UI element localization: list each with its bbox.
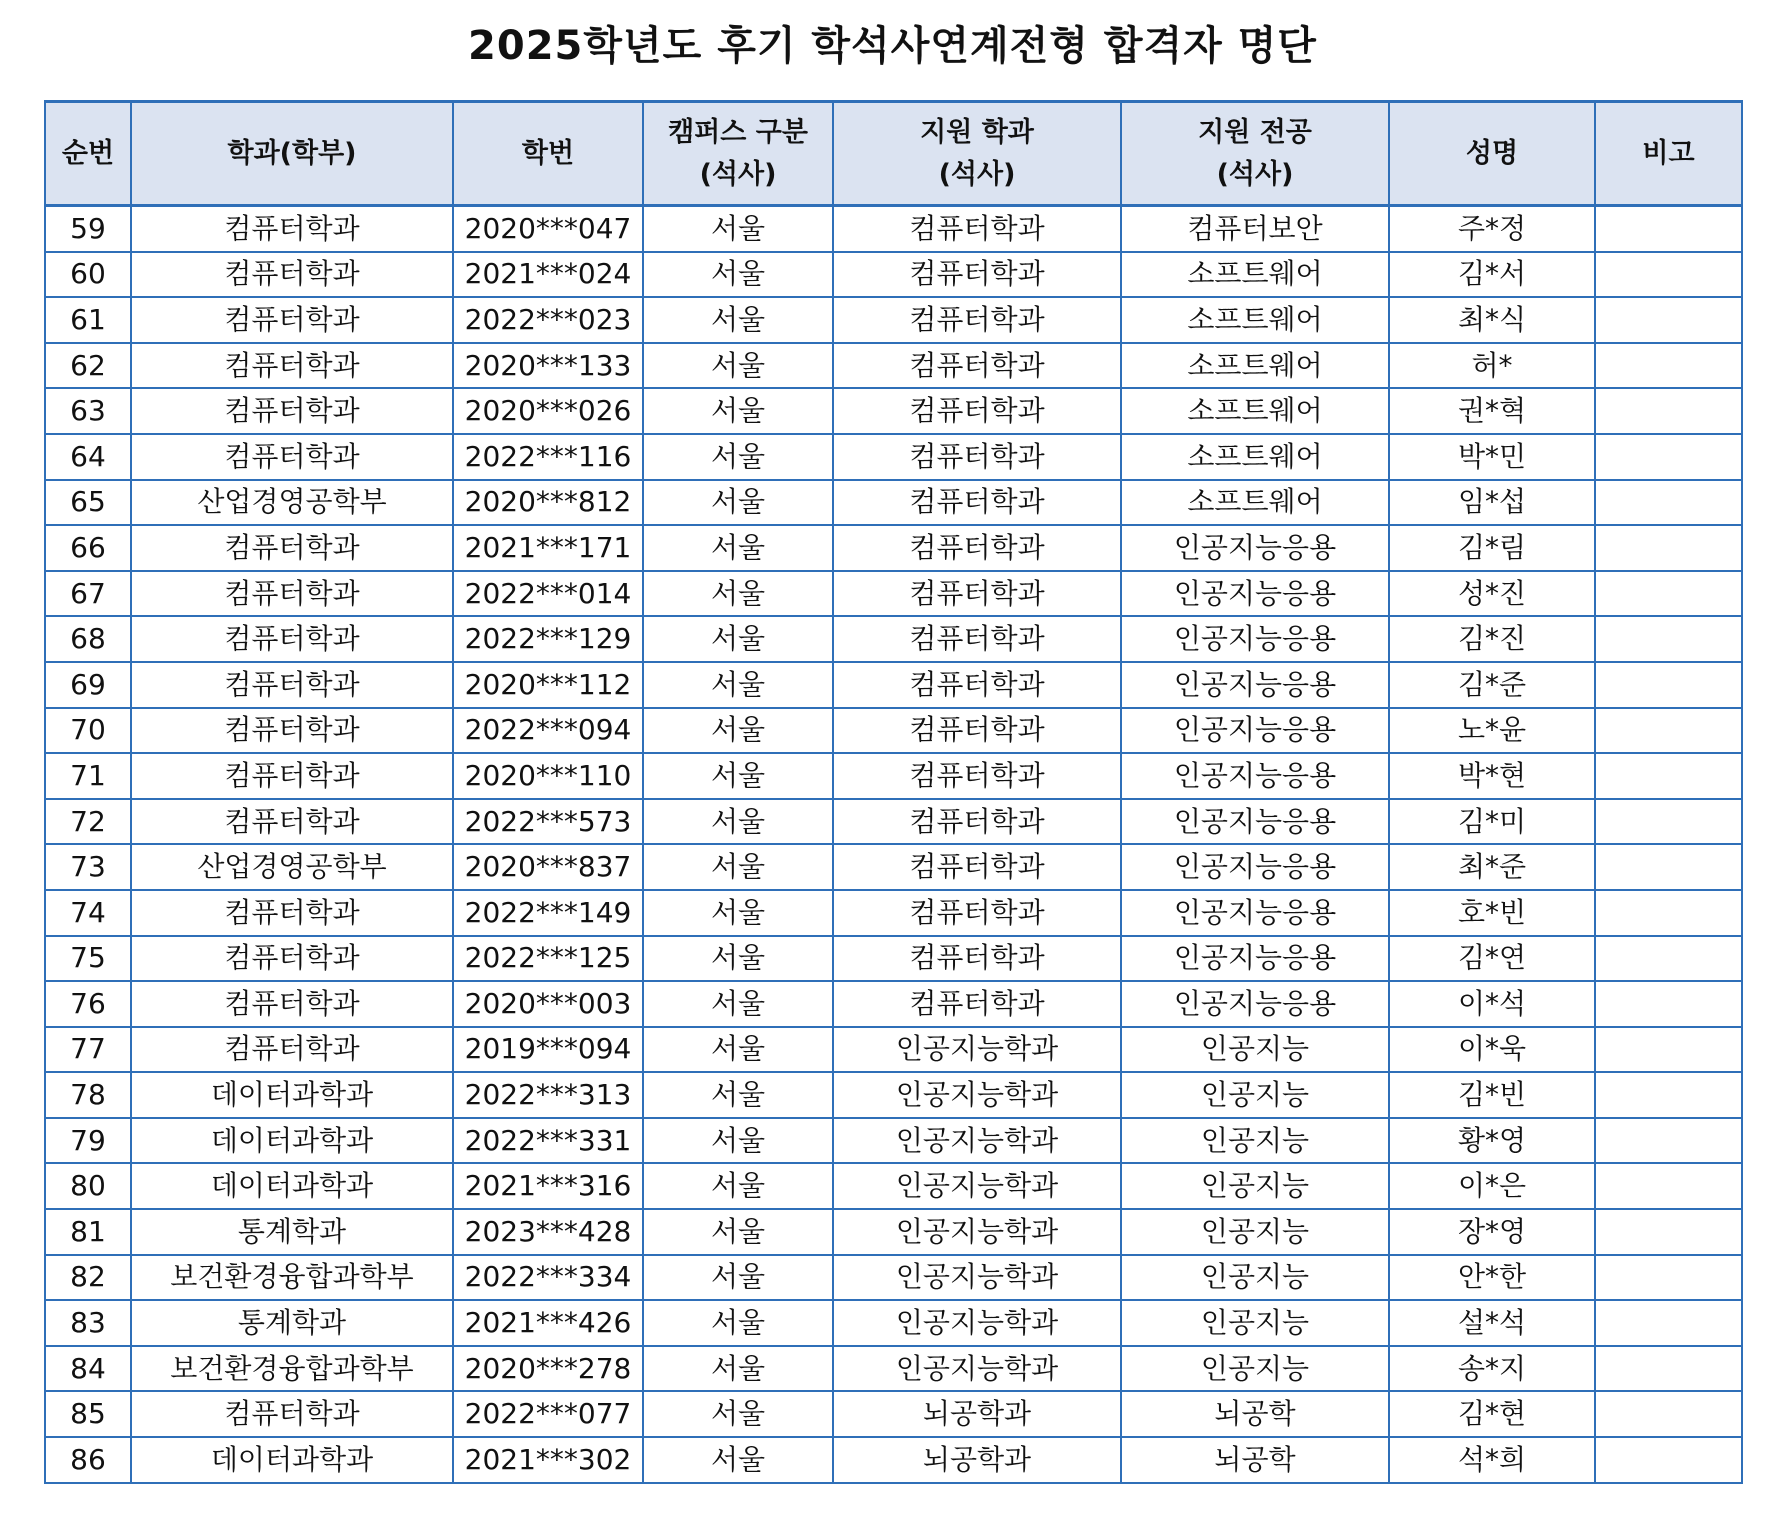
cell-apply-major: 컴퓨터보안: [1121, 206, 1389, 252]
admission-roster-table: [44, 100, 1743, 1484]
cell-dept: 데이터과학과: [131, 1118, 453, 1164]
cell-apply-dept: 컴퓨터학과: [833, 662, 1121, 708]
table-row: [45, 1163, 1742, 1209]
cell-apply-major: 인공지능: [1121, 1163, 1389, 1209]
col-header-apply-dept: [833, 102, 1121, 206]
table-header: [45, 102, 1742, 206]
cell-campus: 서울: [643, 343, 833, 389]
cell-student-id: 2022***334: [453, 1255, 643, 1301]
cell-apply-major: 소프트웨어: [1121, 343, 1389, 389]
cell-campus: 서울: [643, 1163, 833, 1209]
cell-seq: 72: [45, 799, 131, 845]
cell-campus: 서울: [643, 388, 833, 434]
cell-apply-dept: 컴퓨터학과: [833, 434, 1121, 480]
table-row: [45, 616, 1742, 662]
cell-student-id: 2022***125: [453, 936, 643, 982]
cell-student-id: 2022***014: [453, 571, 643, 617]
cell-campus: 서울: [643, 844, 833, 890]
cell-apply-dept: 컴퓨터학과: [833, 571, 1121, 617]
cell-dept: 컴퓨터학과: [131, 753, 453, 799]
cell-apply-major: 인공지능: [1121, 1027, 1389, 1073]
cell-dept: 통계학과: [131, 1209, 453, 1255]
col-header-seq: 순번: [45, 102, 131, 206]
cell-student-id: 2020***026: [453, 388, 643, 434]
cell-apply-dept: 인공지능학과: [833, 1300, 1121, 1346]
cell-campus: 서울: [643, 753, 833, 799]
cell-apply-dept: 컴퓨터학과: [833, 890, 1121, 936]
col-header-campus-line1: 캠퍼스 구분: [668, 116, 808, 148]
cell-apply-major: 소프트웨어: [1121, 388, 1389, 434]
cell-student-id: 2023***428: [453, 1209, 643, 1255]
table-row: [45, 708, 1742, 754]
cell-seq: 85: [45, 1391, 131, 1437]
cell-seq: 60: [45, 252, 131, 298]
cell-dept: 컴퓨터학과: [131, 1391, 453, 1437]
cell-name: 장*영: [1389, 1209, 1595, 1255]
cell-dept: 컴퓨터학과: [131, 1027, 453, 1073]
cell-seq: 68: [45, 616, 131, 662]
cell-apply-dept: 컴퓨터학과: [833, 252, 1121, 298]
cell-campus: 서울: [643, 252, 833, 298]
col-header-apply-major: [1121, 102, 1389, 206]
cell-name: 안*한: [1389, 1255, 1595, 1301]
cell-seq: 79: [45, 1118, 131, 1164]
cell-seq: 75: [45, 936, 131, 982]
cell-student-id: 2020***812: [453, 480, 643, 526]
cell-name: 주*정: [1389, 206, 1595, 252]
cell-note: [1595, 1163, 1742, 1209]
cell-note: [1595, 936, 1742, 982]
cell-campus: 서울: [643, 434, 833, 480]
table-row: [45, 936, 1742, 982]
cell-campus: 서울: [643, 1346, 833, 1392]
cell-name: 김*진: [1389, 616, 1595, 662]
cell-note: [1595, 708, 1742, 754]
cell-student-id: 2020***047: [453, 206, 643, 252]
table-row: [45, 1391, 1742, 1437]
table-row: [45, 799, 1742, 845]
cell-note: [1595, 297, 1742, 343]
cell-seq: 70: [45, 708, 131, 754]
cell-name: 송*지: [1389, 1346, 1595, 1392]
cell-dept: 데이터과학과: [131, 1163, 453, 1209]
cell-apply-dept: 컴퓨터학과: [833, 297, 1121, 343]
cell-note: [1595, 890, 1742, 936]
cell-apply-dept: 컴퓨터학과: [833, 844, 1121, 890]
cell-seq: 84: [45, 1346, 131, 1392]
cell-apply-major: 인공지능응용: [1121, 525, 1389, 571]
cell-note: [1595, 388, 1742, 434]
cell-campus: 서울: [643, 981, 833, 1027]
cell-seq: 80: [45, 1163, 131, 1209]
cell-student-id: 2022***331: [453, 1118, 643, 1164]
cell-apply-dept: 인공지능학과: [833, 1027, 1121, 1073]
cell-apply-dept: 인공지능학과: [833, 1163, 1121, 1209]
cell-campus: 서울: [643, 1300, 833, 1346]
table-row: [45, 844, 1742, 890]
table-row: [45, 1300, 1742, 1346]
cell-apply-dept: 컴퓨터학과: [833, 480, 1121, 526]
cell-dept: 컴퓨터학과: [131, 297, 453, 343]
cell-dept: 산업경영공학부: [131, 844, 453, 890]
cell-dept: 컴퓨터학과: [131, 388, 453, 434]
col-header-student-id: 학번: [453, 102, 643, 206]
cell-seq: 74: [45, 890, 131, 936]
cell-apply-major: 인공지능: [1121, 1255, 1389, 1301]
cell-campus: 서울: [643, 708, 833, 754]
table-row: [45, 434, 1742, 480]
cell-dept: 통계학과: [131, 1300, 453, 1346]
cell-seq: 64: [45, 434, 131, 480]
table-row: [45, 1437, 1742, 1483]
cell-student-id: 2020***133: [453, 343, 643, 389]
cell-apply-major: 소프트웨어: [1121, 297, 1389, 343]
cell-dept: 컴퓨터학과: [131, 525, 453, 571]
cell-dept: 보건환경융합과학부: [131, 1346, 453, 1392]
cell-name: 최*준: [1389, 844, 1595, 890]
col-header-apply-dept-line2: (석사): [938, 158, 1016, 190]
cell-campus: 서울: [643, 206, 833, 252]
cell-student-id: 2022***573: [453, 799, 643, 845]
table-body: [45, 206, 1742, 1483]
cell-student-id: 2022***129: [453, 616, 643, 662]
cell-apply-dept: 컴퓨터학과: [833, 343, 1121, 389]
cell-apply-dept: 컴퓨터학과: [833, 525, 1121, 571]
cell-apply-major: 인공지능응용: [1121, 890, 1389, 936]
cell-student-id: 2022***077: [453, 1391, 643, 1437]
table-row: [45, 753, 1742, 799]
cell-seq: 69: [45, 662, 131, 708]
cell-seq: 71: [45, 753, 131, 799]
cell-apply-major: 인공지능응용: [1121, 616, 1389, 662]
cell-name: 김*서: [1389, 252, 1595, 298]
cell-campus: 서울: [643, 1118, 833, 1164]
cell-seq: 78: [45, 1072, 131, 1118]
table-row: [45, 1072, 1742, 1118]
cell-apply-dept: 컴퓨터학과: [833, 616, 1121, 662]
cell-note: [1595, 1209, 1742, 1255]
table-row: [45, 1027, 1742, 1073]
cell-campus: 서울: [643, 1209, 833, 1255]
cell-student-id: 2022***313: [453, 1072, 643, 1118]
cell-note: [1595, 616, 1742, 662]
cell-campus: 서울: [643, 1437, 833, 1483]
cell-seq: 76: [45, 981, 131, 1027]
table-row: [45, 480, 1742, 526]
col-header-apply-major-line1: 지원 전공: [1198, 116, 1312, 148]
cell-campus: 서울: [643, 1391, 833, 1437]
cell-seq: 62: [45, 343, 131, 389]
cell-apply-major: 인공지능응용: [1121, 981, 1389, 1027]
cell-apply-dept: 뇌공학과: [833, 1437, 1121, 1483]
cell-name: 최*식: [1389, 297, 1595, 343]
cell-seq: 83: [45, 1300, 131, 1346]
cell-note: [1595, 571, 1742, 617]
cell-apply-major: 인공지능: [1121, 1072, 1389, 1118]
cell-student-id: 2022***023: [453, 297, 643, 343]
cell-student-id: 2022***094: [453, 708, 643, 754]
cell-campus: 서울: [643, 297, 833, 343]
cell-name: 김*미: [1389, 799, 1595, 845]
table-row: [45, 1346, 1742, 1392]
cell-apply-major: 인공지능응용: [1121, 753, 1389, 799]
cell-note: [1595, 753, 1742, 799]
col-header-name: 성명: [1389, 102, 1595, 206]
cell-seq: 66: [45, 525, 131, 571]
cell-dept: 데이터과학과: [131, 1072, 453, 1118]
cell-campus: 서울: [643, 571, 833, 617]
cell-apply-major: 인공지능: [1121, 1300, 1389, 1346]
cell-campus: 서울: [643, 662, 833, 708]
cell-dept: 컴퓨터학과: [131, 890, 453, 936]
cell-seq: 61: [45, 297, 131, 343]
cell-seq: 67: [45, 571, 131, 617]
cell-apply-major: 뇌공학: [1121, 1437, 1389, 1483]
col-header-dept: 학과(학부): [131, 102, 453, 206]
table-row: [45, 1255, 1742, 1301]
col-header-campus: [643, 102, 833, 206]
cell-note: [1595, 1300, 1742, 1346]
cell-seq: 65: [45, 480, 131, 526]
cell-name: 임*섭: [1389, 480, 1595, 526]
cell-note: [1595, 981, 1742, 1027]
cell-apply-major: 인공지능응용: [1121, 844, 1389, 890]
cell-note: [1595, 206, 1742, 252]
cell-student-id: 2021***316: [453, 1163, 643, 1209]
cell-seq: 82: [45, 1255, 131, 1301]
cell-name: 허*: [1389, 343, 1595, 389]
table-row: [45, 1209, 1742, 1255]
table-row: [45, 297, 1742, 343]
cell-note: [1595, 1437, 1742, 1483]
cell-dept: 컴퓨터학과: [131, 571, 453, 617]
cell-name: 호*빈: [1389, 890, 1595, 936]
cell-apply-major: 소프트웨어: [1121, 434, 1389, 480]
cell-note: [1595, 525, 1742, 571]
cell-apply-major: 인공지능: [1121, 1346, 1389, 1392]
cell-campus: 서울: [643, 525, 833, 571]
table-row: [45, 343, 1742, 389]
cell-student-id: 2022***149: [453, 890, 643, 936]
cell-dept: 데이터과학과: [131, 1437, 453, 1483]
cell-name: 박*현: [1389, 753, 1595, 799]
page-title: 2025학년도 후기 학석사연계전형 합격자 명단: [468, 23, 1317, 69]
cell-campus: 서울: [643, 890, 833, 936]
cell-note: [1595, 1255, 1742, 1301]
cell-apply-dept: 컴퓨터학과: [833, 708, 1121, 754]
cell-note: [1595, 343, 1742, 389]
cell-dept: 컴퓨터학과: [131, 252, 453, 298]
cell-campus: 서울: [643, 616, 833, 662]
table-row: [45, 981, 1742, 1027]
cell-student-id: 2019***094: [453, 1027, 643, 1073]
cell-apply-dept: 컴퓨터학과: [833, 388, 1121, 434]
cell-apply-dept: 인공지능학과: [833, 1209, 1121, 1255]
cell-name: 김*현: [1389, 1391, 1595, 1437]
cell-apply-major: 인공지능응용: [1121, 799, 1389, 845]
cell-apply-dept: 컴퓨터학과: [833, 936, 1121, 982]
cell-apply-dept: 컴퓨터학과: [833, 206, 1121, 252]
cell-campus: 서울: [643, 799, 833, 845]
cell-seq: 73: [45, 844, 131, 890]
cell-dept: 컴퓨터학과: [131, 936, 453, 982]
cell-student-id: 2021***024: [453, 252, 643, 298]
cell-apply-dept: 컴퓨터학과: [833, 981, 1121, 1027]
cell-name: 노*윤: [1389, 708, 1595, 754]
cell-note: [1595, 252, 1742, 298]
cell-name: 박*민: [1389, 434, 1595, 480]
cell-apply-dept: 인공지능학과: [833, 1346, 1121, 1392]
cell-seq: 77: [45, 1027, 131, 1073]
cell-seq: 81: [45, 1209, 131, 1255]
cell-apply-major: 인공지능응용: [1121, 662, 1389, 708]
cell-name: 황*영: [1389, 1118, 1595, 1164]
cell-note: [1595, 434, 1742, 480]
cell-dept: 산업경영공학부: [131, 480, 453, 526]
cell-apply-major: 인공지능: [1121, 1209, 1389, 1255]
cell-campus: 서울: [643, 1255, 833, 1301]
cell-apply-major: 소프트웨어: [1121, 252, 1389, 298]
cell-student-id: 2020***112: [453, 662, 643, 708]
cell-student-id: 2021***302: [453, 1437, 643, 1483]
cell-apply-major: 인공지능응용: [1121, 936, 1389, 982]
cell-campus: 서울: [643, 1027, 833, 1073]
cell-note: [1595, 1072, 1742, 1118]
cell-note: [1595, 1391, 1742, 1437]
cell-student-id: 2021***426: [453, 1300, 643, 1346]
table-row: [45, 571, 1742, 617]
cell-name: 김*연: [1389, 936, 1595, 982]
table-row: [45, 1118, 1742, 1164]
cell-dept: 컴퓨터학과: [131, 708, 453, 754]
cell-student-id: 2020***003: [453, 981, 643, 1027]
cell-name: 김*준: [1389, 662, 1595, 708]
cell-dept: 컴퓨터학과: [131, 799, 453, 845]
cell-campus: 서울: [643, 1072, 833, 1118]
cell-apply-major: 인공지능응용: [1121, 571, 1389, 617]
cell-name: 권*혁: [1389, 388, 1595, 434]
cell-dept: 보건환경융합과학부: [131, 1255, 453, 1301]
cell-student-id: 2021***171: [453, 525, 643, 571]
cell-student-id: 2020***110: [453, 753, 643, 799]
cell-name: 성*진: [1389, 571, 1595, 617]
table-row: [45, 662, 1742, 708]
cell-campus: 서울: [643, 936, 833, 982]
cell-dept: 컴퓨터학과: [131, 662, 453, 708]
cell-seq: 63: [45, 388, 131, 434]
cell-apply-dept: 인공지능학과: [833, 1255, 1121, 1301]
cell-name: 이*석: [1389, 981, 1595, 1027]
cell-apply-major: 소프트웨어: [1121, 480, 1389, 526]
cell-apply-major: 인공지능응용: [1121, 708, 1389, 754]
cell-student-id: 2020***837: [453, 844, 643, 890]
cell-apply-dept: 컴퓨터학과: [833, 753, 1121, 799]
cell-apply-dept: 인공지능학과: [833, 1118, 1121, 1164]
col-header-note: 비고: [1595, 102, 1742, 206]
table-row: [45, 252, 1742, 298]
cell-note: [1595, 662, 1742, 708]
cell-note: [1595, 480, 1742, 526]
cell-dept: 컴퓨터학과: [131, 981, 453, 1027]
cell-name: 김*빈: [1389, 1072, 1595, 1118]
cell-campus: 서울: [643, 480, 833, 526]
cell-student-id: 2020***278: [453, 1346, 643, 1392]
cell-apply-dept: 뇌공학과: [833, 1391, 1121, 1437]
cell-seq: 59: [45, 206, 131, 252]
cell-apply-dept: 인공지능학과: [833, 1072, 1121, 1118]
cell-note: [1595, 1118, 1742, 1164]
col-header-campus-line2: (석사): [699, 158, 777, 190]
col-header-apply-dept-line1: 지원 학과: [920, 116, 1034, 148]
header-row: [45, 102, 1742, 206]
cell-apply-major: 인공지능: [1121, 1118, 1389, 1164]
cell-dept: 컴퓨터학과: [131, 343, 453, 389]
cell-apply-major: 뇌공학: [1121, 1391, 1389, 1437]
table-row: [45, 890, 1742, 936]
cell-note: [1595, 1346, 1742, 1392]
cell-seq: 86: [45, 1437, 131, 1483]
cell-dept: 컴퓨터학과: [131, 434, 453, 480]
cell-note: [1595, 844, 1742, 890]
cell-note: [1595, 799, 1742, 845]
cell-name: 이*은: [1389, 1163, 1595, 1209]
cell-apply-dept: 컴퓨터학과: [833, 799, 1121, 845]
col-header-apply-major-line2: (석사): [1216, 158, 1294, 190]
cell-name: 김*림: [1389, 525, 1595, 571]
table-row: [45, 525, 1742, 571]
cell-student-id: 2022***116: [453, 434, 643, 480]
cell-name: 설*석: [1389, 1300, 1595, 1346]
cell-name: 이*욱: [1389, 1027, 1595, 1073]
cell-dept: 컴퓨터학과: [131, 616, 453, 662]
table-row: [45, 388, 1742, 434]
cell-note: [1595, 1027, 1742, 1073]
table-row: [45, 206, 1742, 252]
cell-dept: 컴퓨터학과: [131, 206, 453, 252]
cell-name: 석*희: [1389, 1437, 1595, 1483]
